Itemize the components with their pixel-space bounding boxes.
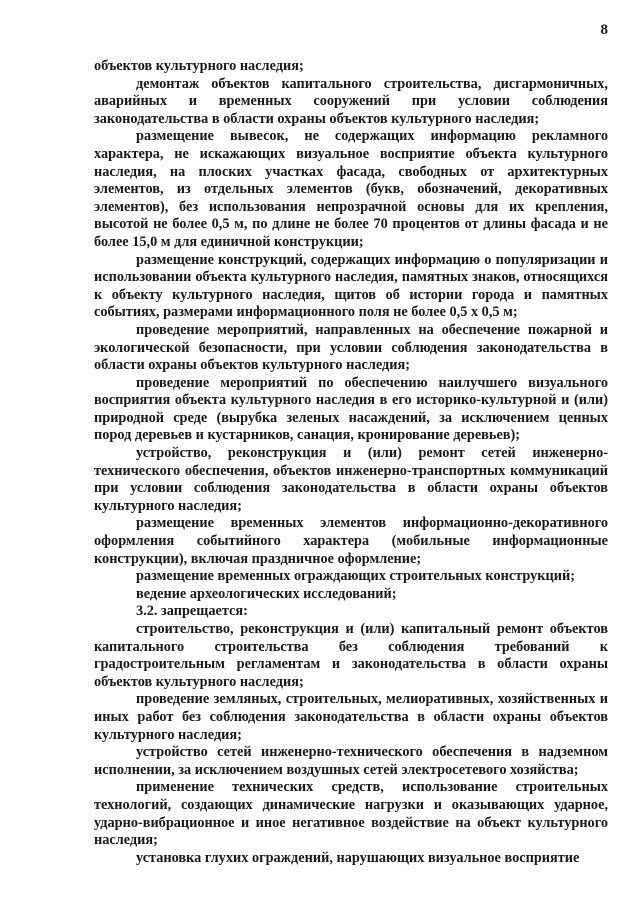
paragraph: объектов культурного наследия;: [94, 58, 304, 74]
paragraph: применение технических средств, использование строительных технологий, создающих динамические нагрузки и оказывающих ударное, ударно-вибрационное и иное негативное воздействие на объект культурного наследия;: [94, 779, 608, 849]
paragraph: проведение земляных, строительных, мелиоративных, хозяйственных и иных работ без соблюдения законодательства в области охраны объектов культурного наследия;: [94, 691, 608, 743]
paragraph: проведение мероприятий по обеспечению наилучшего визуального восприятия объекта культурного наследия в его историко-культурной и (или) природной среде (вырубка зеленых насаждений, за исключением ценных пород деревьев и кустарников, санация, кронирование деревьев);: [94, 374, 608, 444]
paragraph: устройство, реконструкция и (или) ремонт сетей инженерно-технического обеспечения, объектов инженерно-транспортных коммуникаций при условии соблюдения законодательства в области охраны объектов культурного наследия;: [94, 445, 608, 514]
paragraph: проведение мероприятий, направленных на обеспечение пожарной и экологической безопасности, при условии соблюдения законодательства в области охраны объектов культурного наследия;: [94, 321, 608, 374]
paragraph: размещение временных ограждающих строительных конструкций;: [136, 568, 575, 585]
paragraph: установка глухих ограждений, нарушающих визуальное восприятие: [136, 849, 580, 866]
paragraph: размещение временных элементов информационно-декоративного оформления событийного характера (мобильные информационные конструкции), включая праздничное оформление;: [94, 515, 608, 567]
paragraph: устройство сетей инженерно-технического обеспечения в надземном исполнении, за исключением воздушных сетей электросетевого хозяйства;: [94, 744, 608, 778]
paragraph: ведение археологических исследований;: [136, 585, 397, 602]
page-number: 8: [600, 22, 608, 38]
paragraph: строительство, реконструкция и (или) капитальный ремонт объектов капитального строительства без соблюдения требований к градостроительным регламентам и законодательства в области охраны объектов культурного наследия;: [94, 621, 608, 690]
paragraph: размещение конструкций, содержащих информацию о популяризации и использовании объекта культурного наследия, памятных знаков, относящихся к объекту культурного наследия, щитов об истории города и памятных событиях, размерами информационного поля не более 0,5 х 0,5 м;: [94, 251, 608, 321]
paragraph: демонтаж объектов капитального строительства, дисгармоничных, аварийных и временных сооружений при условии соблюдения законодательства в области охраны объектов культурного наследия;: [94, 75, 608, 127]
paragraph: размещение вывесок, не содержащих информацию рекламного характера, не искажающих визуальное восприятие объекта культурного наследия, на плоских участках фасада, свободных от архитектурных элементов, из отдельных элементов (букв, обозначений, декоративных элементов), без использования непрозрачной основы для их крепления, высотой не более 0,5 м, по длине не более 70 процентов от длины фасада и не более 15,0 м для единичной конструкции;: [94, 128, 608, 250]
section-heading: 3.2. запрещается:: [136, 603, 248, 620]
document-body: [94, 58, 608, 867]
